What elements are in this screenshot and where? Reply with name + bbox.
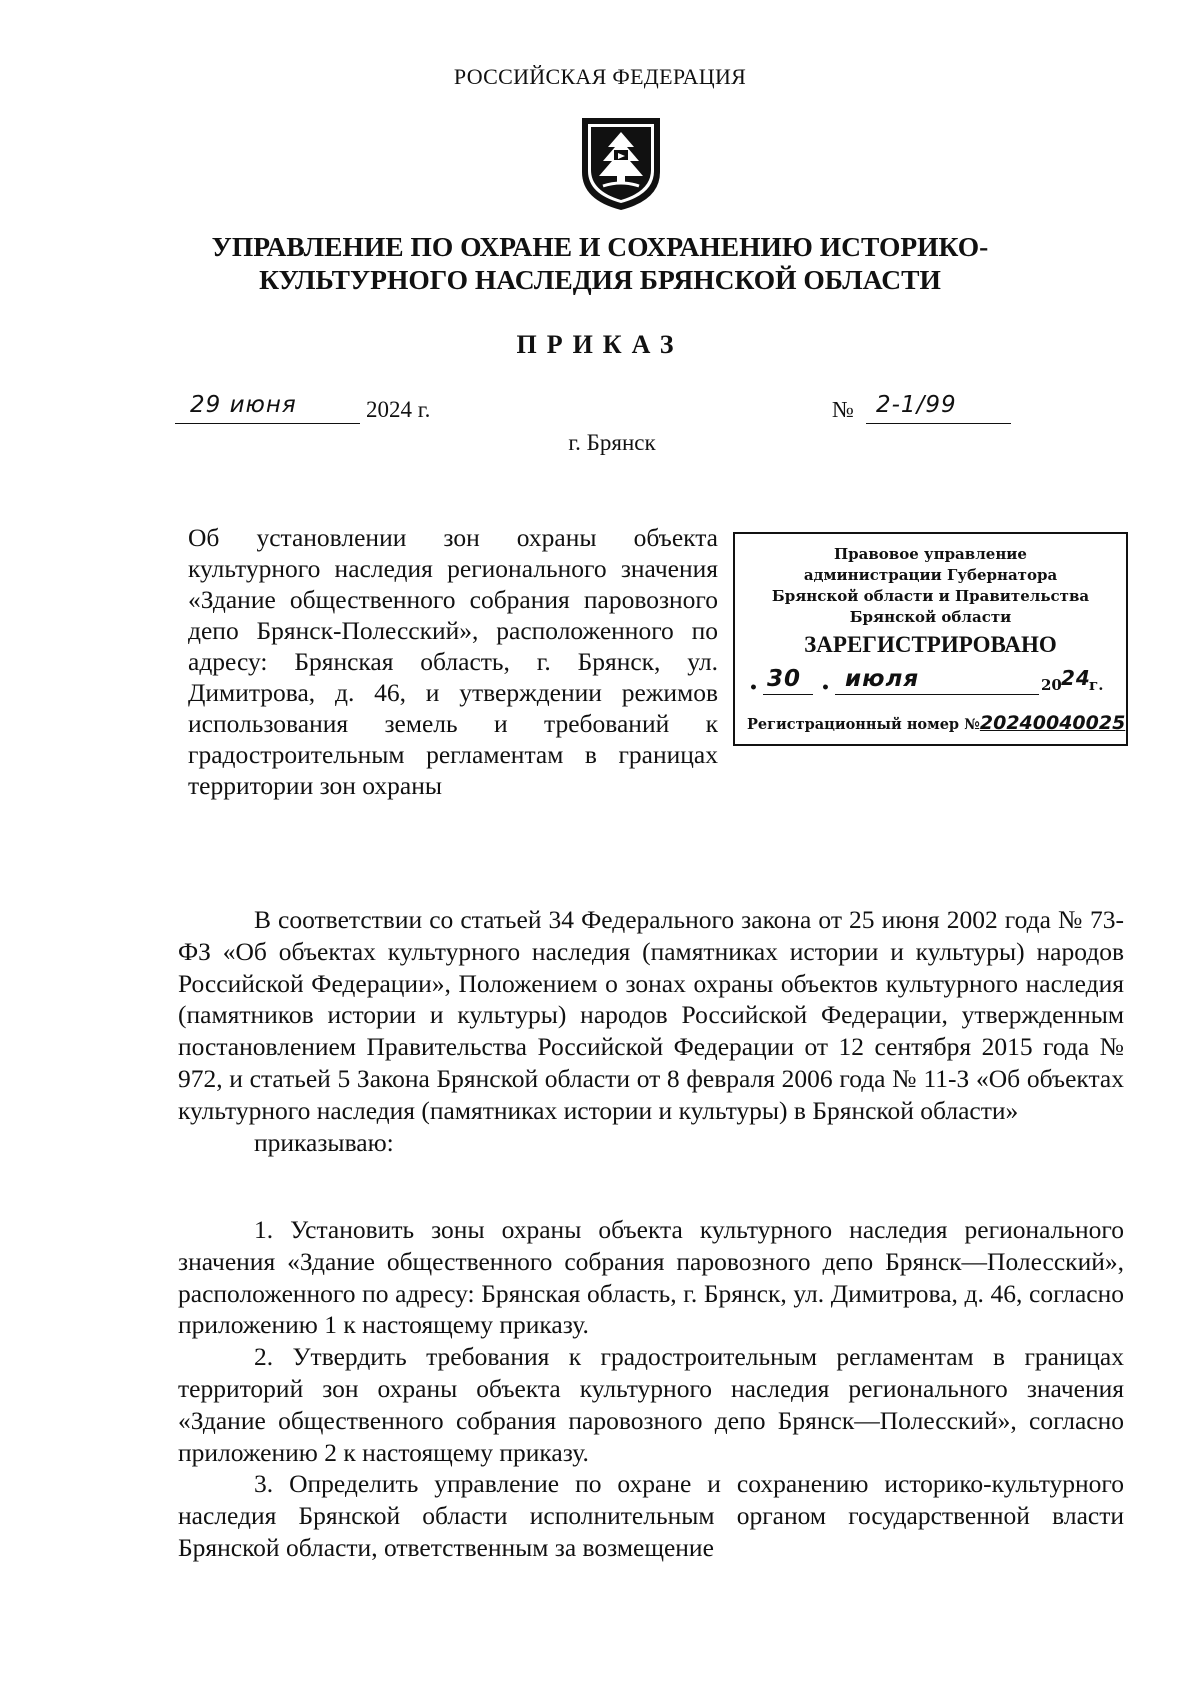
agency-title-line2: КУЛЬТУРНОГО НАСЛЕДИЯ БРЯНСКОЙ ОБЛАСТИ	[259, 264, 941, 295]
stamp-handwritten-day: 30	[767, 666, 802, 692]
stamp-handwritten-registration-number: 20240040025	[979, 712, 1126, 734]
order-item-2: 2. Утвердить требования к градостроительным регламентам в границах территорий зон охраны объекта культурного наследия регионального значения «Здание общественного собрания паровозного депо Брянск—Полесский», согласно приложению 2 к настоящему приказу.	[178, 1342, 1124, 1467]
stamp-line4: Брянской области	[849, 608, 1012, 626]
bryansk-coat-of-arms-icon	[576, 114, 666, 212]
stamp-line2: администрации Губернатора	[803, 566, 1058, 584]
handwritten-order-number: 2-1/99	[876, 392, 957, 418]
order-word: приказываю:	[254, 1127, 394, 1157]
agency-title	[0, 230, 1200, 296]
stamp-year-prefix: 20	[1041, 676, 1062, 694]
stamp-handwritten-month: июля	[845, 666, 920, 692]
stamp-registration-label: Регистрационный номер №	[747, 716, 980, 733]
registration-stamp	[733, 532, 1128, 746]
document-type: ПРИКАЗ	[516, 330, 684, 359]
stamp-date-row: • 30 • июля 20 24 г.	[749, 666, 1104, 696]
preamble-paragraph: В соответствии со статьей 34 Федерального закона от 25 июня 2002 года № 73-ФЗ «Об объектах культурного наследия (памятниках истории и культуры) народов Российской Федерации», Положением о зонах охраны объектов культурного наследия (памятников истории и культуры) народов Российской Федерации, утвержденным постановлением Правительства Российской Федерации от 12 сентября 2015 года № 972, и статьей 5 Закона Брянской области от 8 февраля 2006 года № 11-З «Об объектах культурного наследия (памятниках истории и культуры) в Брянской области»	[178, 905, 1124, 1125]
stamp-registered-label: ЗАРЕГИСТРИРОВАНО	[804, 632, 1057, 657]
stamp-line1: Правовое управление	[834, 545, 1027, 563]
order-item-1: 1. Установить зоны охраны объекта культурного наследия регионального значения «Здание общественного собрания паровозного депо Брянск—Полесский», расположенного по адресу: Брянская область, г. Брянск, ул. Димитрова, д. 46, согласно приложению 1 к настоящему приказу.	[178, 1215, 1124, 1340]
country-header: РОССИЙСКАЯ ФЕДЕРАЦИЯ	[453, 64, 747, 89]
date-year: 2024 г.	[366, 397, 431, 422]
stamp-registration-number-row	[747, 712, 1127, 734]
handwritten-date: 29 июня	[190, 392, 297, 418]
order-item-3: 3. Определить управление по охране и сохранению историко-культурного наследия Брянской области исполнительным органом государственной власти Брянской области, ответственным за возмещение	[178, 1469, 1124, 1562]
order-subject: Об установлении зон охраны объекта культурного наследия регионального значения «Здание общественного собрания паровозного депо Брянск-Полесский», расположенного по адресу: Брянская область, г. Брянск, ул. Димитрова, д. 46, и утверждении режимов использования земель и требований к градостроительным регламентам в границах территории зон охраны	[188, 523, 718, 800]
agency-title-line1: УПРАВЛЕНИЕ ПО ОХРАНЕ И СОХРАНЕНИЮ ИСТОРИКО-	[211, 231, 989, 262]
preamble-block	[178, 904, 1124, 1158]
order-items	[178, 1214, 1124, 1564]
city: г. Брянск	[568, 430, 656, 455]
stamp-year-suffix: г.	[1089, 676, 1104, 694]
stamp-handwritten-year: 24	[1061, 666, 1091, 690]
stamp-line3: Брянской области и Правительства	[771, 587, 1090, 605]
number-sign: №	[832, 397, 854, 422]
